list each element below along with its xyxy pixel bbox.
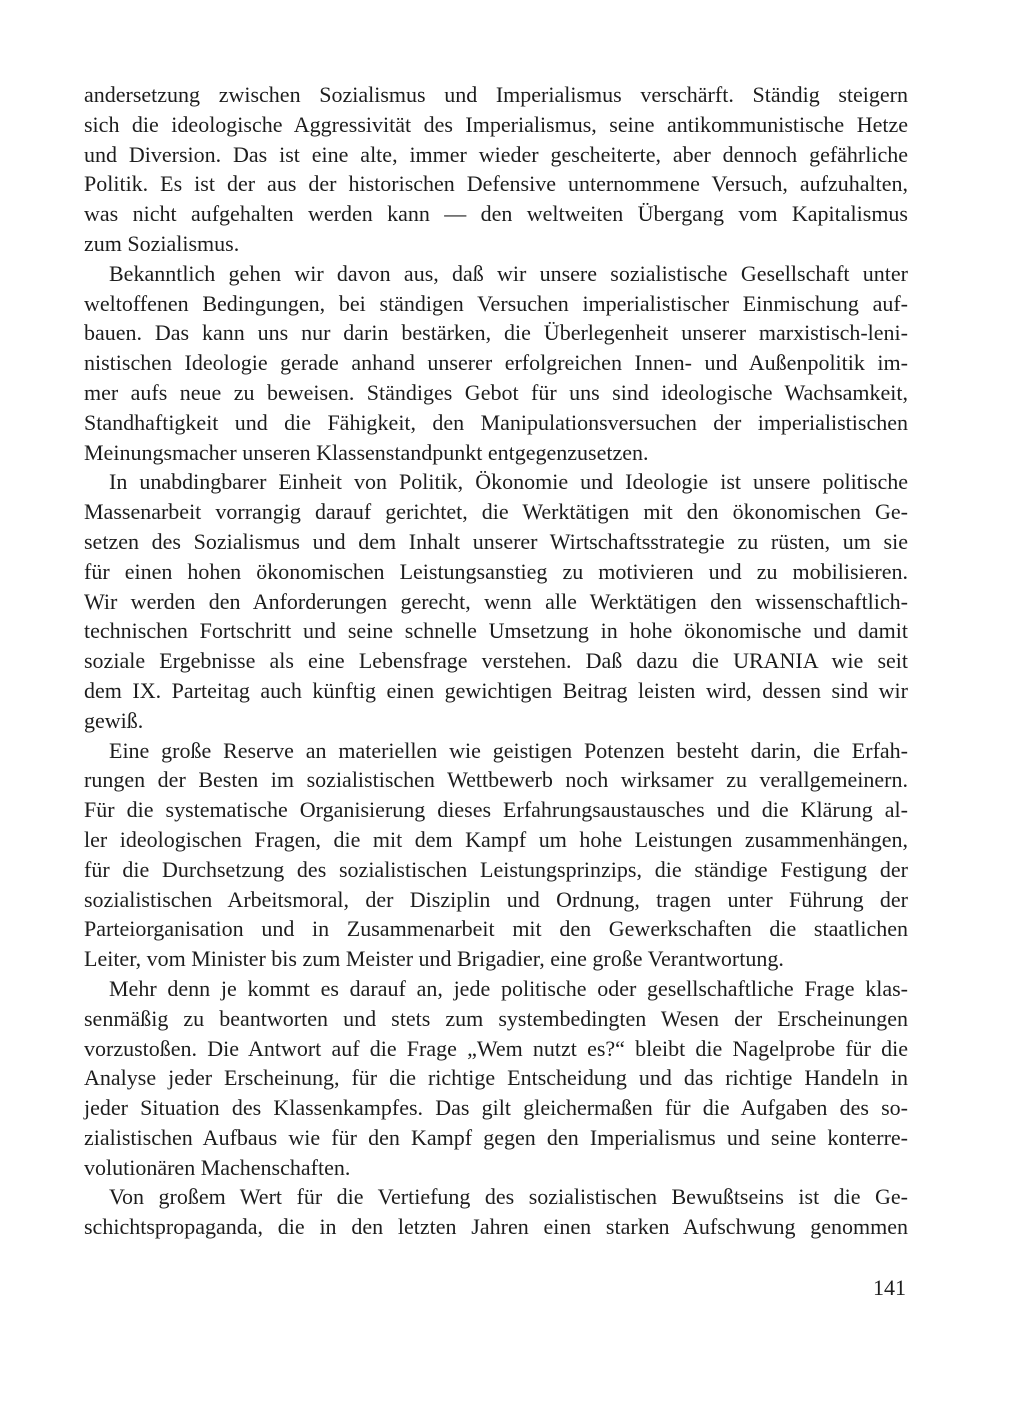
text-line: Parteiorganisation und in Zusammenarbeit mit den Gewerkschaften die staatlichen bbox=[84, 916, 908, 942]
text-line: sich die ideologische Aggressivität des Imperialismus, seine antikommunistische Hetze bbox=[84, 111, 908, 137]
text-line: nistischen Ideologie gerade anhand unserer erfolgreichen Innen- und Außenpolitik im- bbox=[84, 350, 908, 376]
text-line: und Diversion. Das ist eine alte, immer wieder gescheiterte, aber dennoch gefährliche bbox=[84, 141, 908, 167]
paragraph-3 bbox=[84, 467, 908, 735]
text-line: Meinungsmacher unseren Klassenstandpunkt entgegenzusetzen. bbox=[84, 439, 649, 465]
text-line: Massenarbeit vorrangig darauf gerichtet, die Werktätigen mit den ökonomischen Ge- bbox=[84, 499, 908, 525]
text-line: rungen der Besten im sozialistischen Wettbewerb noch wirksamer zu verallgemeinern. bbox=[84, 767, 908, 793]
text-line: schichtspropaganda, die in den letzten Jahren einen starken Aufschwung genommen bbox=[84, 1214, 908, 1240]
text-line: zum Sozialismus. bbox=[84, 230, 240, 256]
text-line: Leiter, vom Minister bis zum Meister und Brigadier, eine große Verantwortung. bbox=[84, 946, 784, 972]
paragraph-4 bbox=[84, 736, 908, 974]
text-line: Mehr denn je kommt es darauf an, jede politische oder gesellschaftliche Frage klas- bbox=[109, 975, 908, 1001]
text-line: gewiß. bbox=[84, 707, 144, 733]
text-line: für einen hohen ökonomischen Leistungsanstieg zu motivieren und zu mobilisieren. bbox=[84, 558, 908, 584]
text-line: senmäßig zu beantworten und stets zum systembedingten Wesen der Erscheinungen bbox=[84, 1005, 908, 1031]
text-line: sozialistischen Arbeitsmoral, der Disziplin und Ordnung, tragen unter Führung der bbox=[84, 886, 908, 912]
text-line: In unabdingbarer Einheit von Politik, Ökonomie und Ideologie ist unsere politische bbox=[109, 469, 908, 495]
text-line: setzen des Sozialismus und dem Inhalt unserer Wirtschaftsstrategie zu rüsten, um sie bbox=[84, 528, 908, 554]
text-line: weltoffenen Bedingungen, bei ständigen Versuchen imperialistischer Einmischung auf- bbox=[84, 290, 908, 316]
text-line: für die Durchsetzung des sozialistischen Leistungsprinzips, die ständige Festigung der bbox=[84, 856, 908, 882]
paragraph-2 bbox=[84, 259, 908, 468]
text-line: bauen. Das kann uns nur darin bestärken, die Überlegenheit unserer marxistisch-leni- bbox=[84, 320, 908, 346]
text-line: andersetzung zwischen Sozialismus und Imperialismus verschärft. Ständig steigern bbox=[84, 82, 908, 107]
text-line: jeder Situation des Klassenkampfes. Das gilt gleichermaßen für die Aufgaben des so- bbox=[84, 1095, 908, 1121]
text-line: dem IX. Parteitag auch künftig einen gewichtigen Beitrag leisten wird, dessen sind wir bbox=[84, 677, 908, 703]
paragraph-6 bbox=[84, 1182, 908, 1242]
paragraph-5 bbox=[84, 974, 908, 1183]
text-line: volutionären Machenschaften. bbox=[84, 1154, 351, 1180]
body-text bbox=[84, 80, 908, 1242]
text-line: ler ideologischen Fragen, die mit dem Kampf um hohe Leistungen zusammenhängen, bbox=[84, 826, 908, 852]
text-line: Politik. Es ist der aus der historischen Defensive unternommene Versuch, aufzuhalten, bbox=[84, 171, 908, 197]
text-line: Wir werden den Anforderungen gerecht, wenn alle Werktätigen den wissenschaftlich- bbox=[84, 588, 908, 614]
text-line: Für die systematische Organisierung dieses Erfahrungsaustausches und die Klärung al- bbox=[84, 797, 908, 823]
text-line: Bekanntlich gehen wir davon aus, daß wir unsere sozialistische Gesellschaft unter bbox=[109, 260, 908, 286]
text-line: Standhaftigkeit und die Fähigkeit, den Manipulationsversuchen der imperialistischen bbox=[84, 409, 908, 435]
text-line: vorzustoßen. Die Antwort auf die Frage „Wem nutzt es?“ bleibt die Nagelprobe für die bbox=[84, 1035, 908, 1061]
text-line: soziale Ergebnisse als eine Lebensfrage verstehen. Daß dazu die URANIA wie seit bbox=[84, 648, 908, 674]
text-line: was nicht aufgehalten werden kann — den weltweiten Übergang vom Kapitalismus bbox=[84, 201, 908, 227]
text-line: Eine große Reserve an materiellen wie geistigen Potenzen besteht darin, die Erfah- bbox=[109, 737, 908, 763]
page-number: 141 bbox=[873, 1275, 906, 1300]
text-line: technischen Fortschritt und seine schnelle Umsetzung in hohe ökonomische und damit bbox=[84, 618, 908, 644]
text-line: Analyse jeder Erscheinung, für die richtige Entscheidung und das richtige Handeln in bbox=[84, 1065, 908, 1091]
text-line: mer aufs neue zu beweisen. Ständiges Gebot für uns sind ideologische Wachsamkeit, bbox=[84, 379, 908, 405]
paragraph-1 bbox=[84, 80, 908, 259]
text-line: zialistischen Aufbaus wie für den Kampf gegen den Imperialismus und seine konterre- bbox=[84, 1124, 908, 1150]
text-line: Von großem Wert für die Vertiefung des sozialistischen Bewußtseins ist die Ge- bbox=[109, 1184, 908, 1210]
